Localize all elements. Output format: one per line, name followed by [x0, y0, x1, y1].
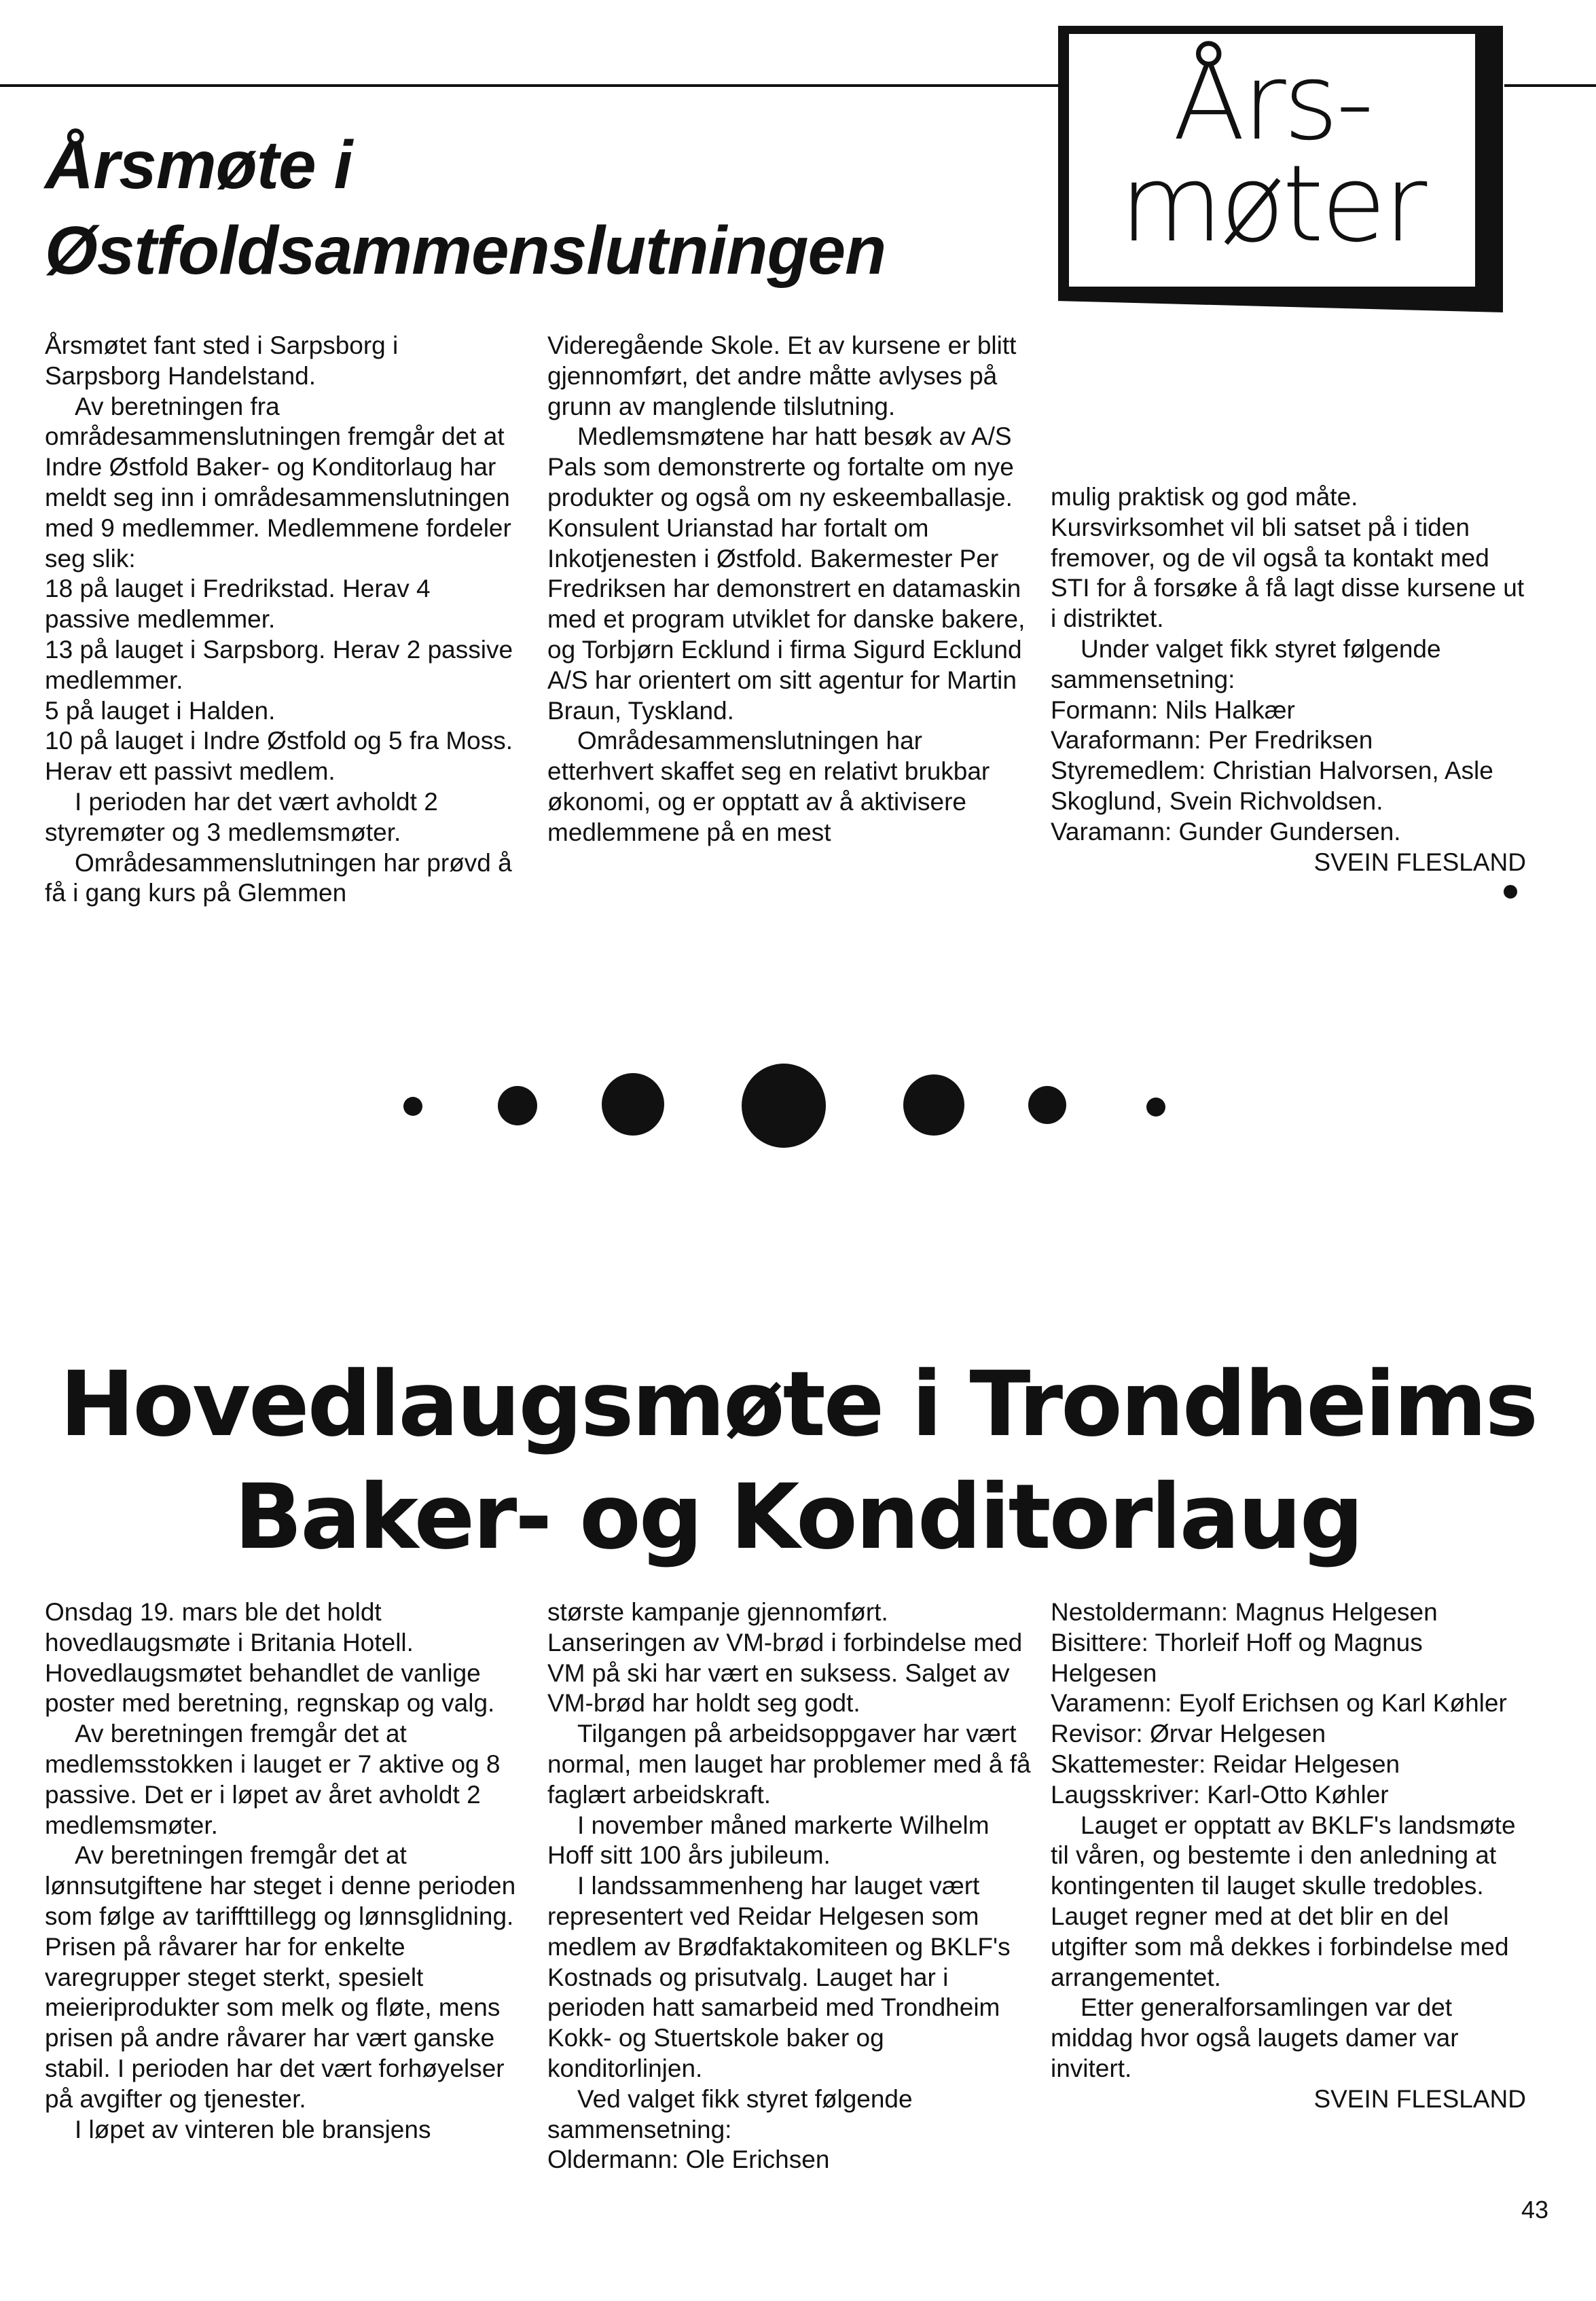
decorative-dot [1146, 1098, 1165, 1117]
end-mark-dot [1504, 885, 1517, 899]
paragraph: Formann: Nils Halkær [1051, 695, 1295, 724]
paragraph: Onsdag 19. mars ble det holdt hovedlaugsmøte i Britania Hotell. Hovedlaugsmøtet behandlet de vanlige poster med beretning, regnskap og valg. [45, 1598, 495, 1718]
section-tab-label [1069, 40, 1475, 266]
article1-column3 [1051, 482, 1526, 877]
decorative-dot [498, 1086, 537, 1125]
paragraph: Lauget er opptatt av BKLF's landsmøte til våren, og bestemte i den anledning at kontingenten til lauget skulle tredobles. Lauget regner med at det blir en del utgifter som må dekkes i forbindelse med arrangementet. [1051, 1811, 1516, 1991]
paragraph: Revisor: Ørvar Helgesen [1051, 1720, 1326, 1748]
top-rule [0, 84, 1063, 87]
paragraph: Årsmøtet fant sted i Sarpsborg i Sarpsborg Handelstand. [45, 331, 399, 390]
decorative-dot [403, 1097, 422, 1116]
paragraph: Medlemsmøtene har hatt besøk av A/S Pals som demonstrerte og fortalte om nye produkter og også om ny eskeemballasje. Konsulent Urianstad har fortalt om Inkotjenesten i Østfold. Bakermester Per Fredriksen har demonstrert en datamaskin med et program utviklet for danske bakere, og Torbjørn Ecklund i firma Sigurd Ecklund A/S har orientert om sitt agentur for Martin Braun, Tyskland. [547, 422, 1026, 725]
decorative-dot [903, 1074, 964, 1136]
paragraph: Varaformann: Per Fredriksen [1051, 726, 1373, 755]
article2-column1 [45, 1597, 520, 2145]
article1-title-line1: Årsmøte i [45, 127, 352, 203]
section-tab-line2: møter [1119, 142, 1425, 266]
paragraph: I november måned markerte Wilhelm Hoff sitt 100 års jubileum. [547, 1811, 990, 1870]
article2-signature: SVEIN FLESLAND [1313, 2084, 1526, 2113]
paragraph: Styremedlem: Christian Halvorsen, Asle Skoglund, Svein Richvoldsen. [1051, 757, 1493, 815]
paragraph: Bisittere: Thorleif Hoff og Magnus Helgesen [1051, 1628, 1423, 1687]
decorative-dot [1028, 1086, 1066, 1124]
paragraph: Områdesammenslutningen har etterhvert skaffet seg en relativt brukbar økonomi, og er opptatt av å aktivisere medlemmene på en mest [547, 727, 990, 846]
paragraph: I løpet av vinteren ble bransjens [75, 2115, 431, 2143]
paragraph: Av beretningen fremgår det at medlemsstokken i lauget er 7 aktive og 8 passive. Det er i løpet av året avholdt 2 medlemsmøter. [45, 1720, 501, 1839]
article1-column1 [45, 331, 520, 909]
paragraph: Laugsskriver: Karl-Otto Køhler [1051, 1780, 1389, 1809]
top-rule-right [1504, 84, 1596, 87]
article1-signature: SVEIN FLESLAND [1313, 848, 1526, 876]
paragraph: største kampanje gjennomført. Lanseringen av VM-brød i forbindelse med VM på ski har vært en suksess. Salget av VM-brød har holdt seg godt. [547, 1598, 1023, 1718]
article1-title [45, 122, 1064, 293]
article2-title [0, 1348, 1596, 1574]
article1-column2 [547, 331, 1031, 848]
paragraph: 18 på lauget i Fredrikstad. Herav 4 passive medlemmer. [45, 575, 431, 634]
paragraph: Skattemester: Reidar Helgesen [1051, 1750, 1400, 1778]
paragraph: mulig praktisk og god måte. Kursvirksomhet vil bli satset på i tiden fremover, og de vil også ta kontakt med STI for å forsøke å få lagt disse kursene ut i distriktet. [1051, 483, 1525, 633]
paragraph: 5 på lauget i Halden. [45, 696, 276, 725]
paragraph: Tilgangen på arbeidsoppgaver har vært normal, men lauget har problemer med å få faglært arbeidskraft. [547, 1720, 1031, 1809]
article1-title-line2: Østfoldsammenslutningen [45, 213, 886, 289]
paragraph: Varamann: Gunder Gundersen. [1051, 817, 1401, 846]
paragraph: 10 på lauget i Indre Østfold og 5 fra Moss. Herav ett passivt medlem. [45, 727, 513, 786]
paragraph: 13 på lauget i Sarpsborg. Herav 2 passive medlemmer. [45, 635, 513, 694]
paragraph: Av beretningen fra områdesammenslutningen fremgår det at Indre Østfold Baker- og Konditorlaug har meldt seg inn i områdesammenslutningen med 9 medlemmer. Medlemmene fordeler seg slik: [45, 392, 511, 573]
article2-title-line2: Baker- og Konditorlaug [234, 1465, 1362, 1570]
decorative-dot [742, 1064, 826, 1148]
paragraph: Nestoldermann: Magnus Helgesen [1051, 1598, 1438, 1626]
decorative-dot [602, 1073, 664, 1136]
section-tab-line1: Års- [1172, 40, 1372, 164]
paragraph: Videregående Skole. Et av kursene er blitt gjennomført, det andre måtte avlyses på grunn av manglende tilslutning. [547, 331, 1017, 420]
article2-title-line1: Hovedlaugsmøte i Trondheims [59, 1352, 1537, 1457]
paragraph: Oldermann: Ole Erichsen [547, 2145, 830, 2174]
paragraph: I perioden har det vært avholdt 2 styremøter og 3 medlemsmøter. [45, 787, 438, 846]
article2-column3 [1051, 1597, 1526, 2115]
paragraph: Varamenn: Eyolf Erichsen og Karl Køhler [1051, 1689, 1507, 1718]
paragraph: Etter generalforsamlingen var det middag hvor også laugets damer var invitert. [1051, 1993, 1459, 2082]
page-number: 43 [1521, 2196, 1548, 2224]
article2-column2 [547, 1597, 1031, 2175]
paragraph: Områdesammenslutningen har prøvd å få i gang kurs på Glemmen [45, 848, 512, 907]
paragraph: Under valget fikk styret følgende sammensetning: [1051, 634, 1441, 693]
paragraph: I landssammenheng har lauget vært representert ved Reidar Helgesen som medlem av Brødfaktakomiteen og BKLF's Kostnads og prisutvalg. Lauget har i perioden hatt samarbeid med Trondheim Kokk- og Stuertskole baker og konditorlinjen. [547, 1872, 1011, 2082]
paragraph: Av beretningen fremgår det at lønnsutgiftene har steget i denne perioden som følge av tariffttillegg og lønnsglidning. Prisen på råvarer har for enkelte varegrupper steget sterkt, spesielt meieriprodukter som melk og fløte, mens prisen på andre råvarer har vært ganske stabil. I perioden har det vært forhøyelser på avgifter og tjenester. [45, 1841, 516, 2113]
paragraph: Ved valget fikk styret følgende sammensetning: [547, 2084, 913, 2143]
